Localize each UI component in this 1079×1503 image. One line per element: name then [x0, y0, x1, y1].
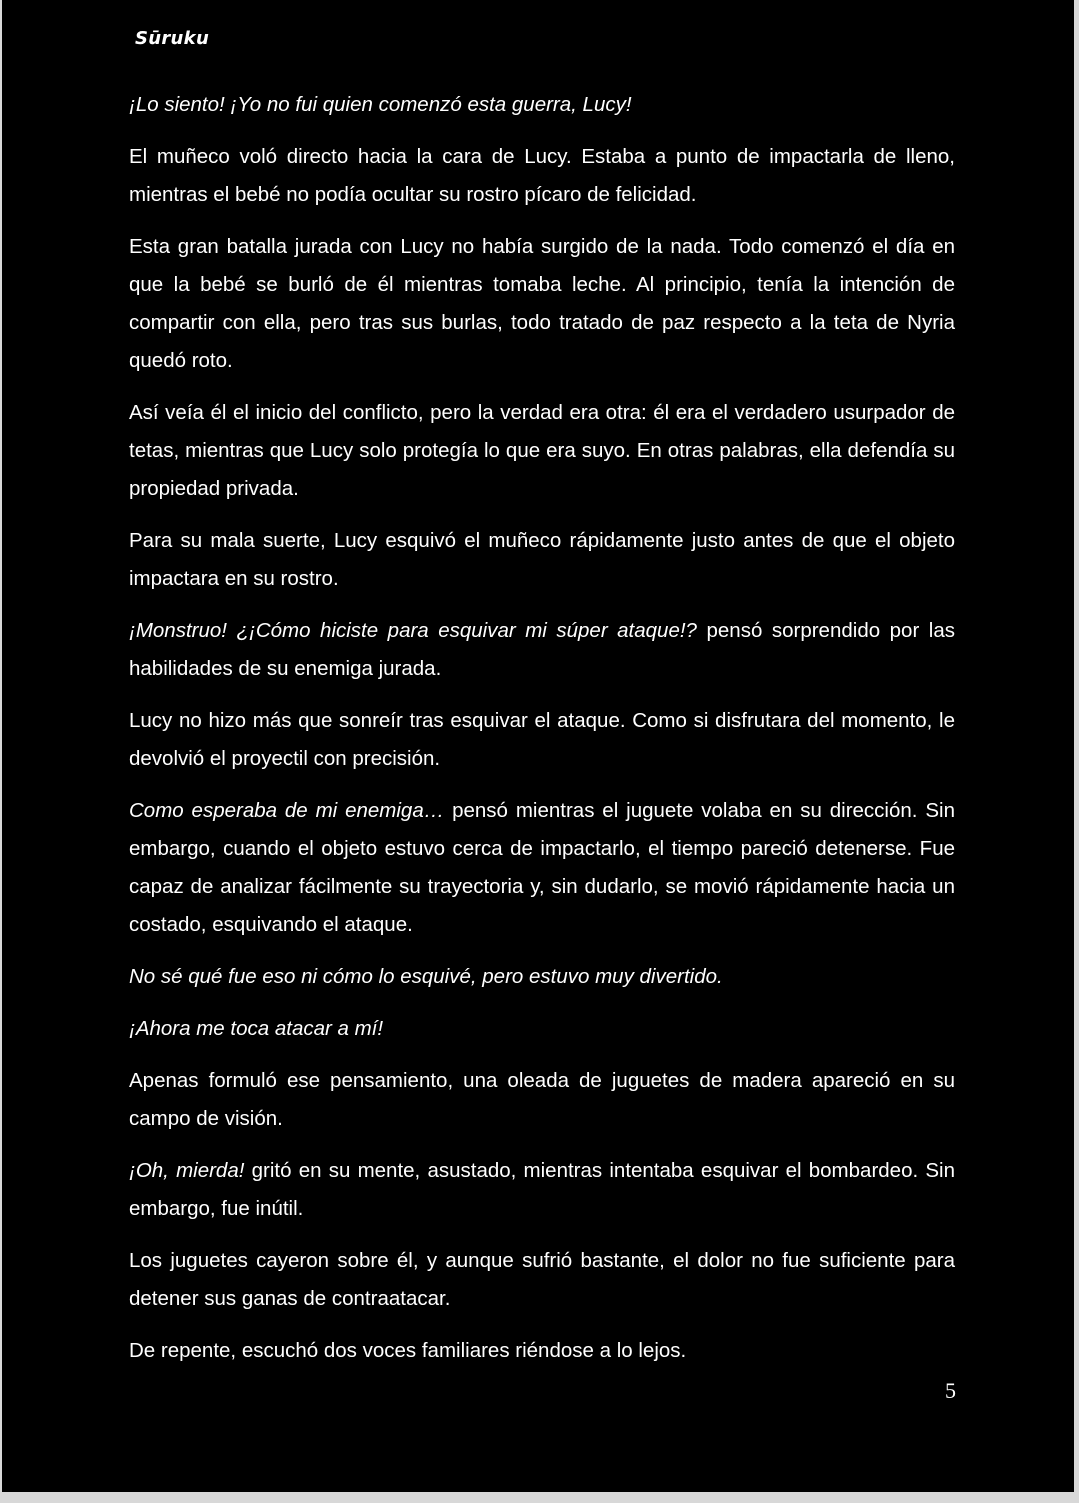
running-header: Sūruku [135, 28, 210, 49]
text-segment: Para su mala suerte, Lucy esquivó el muñeco rápidamente justo antes de que el objeto impactara en su rostro. [129, 529, 955, 590]
text-segment: gritó en su mente, asustado, mientras intentaba esquivar el bombardeo. Sin embargo, fue inútil. [129, 1159, 955, 1220]
paragraph [129, 792, 955, 944]
paragraph [129, 612, 955, 688]
paragraph [129, 86, 955, 124]
italic-text: ¡Ahora me toca atacar a mí! [129, 1017, 384, 1040]
italic-text: No sé qué fue eso ni cómo lo esquivé, pero estuvo muy divertido. [129, 965, 723, 988]
italic-text: ¡Monstruo! ¿¡Cómo hiciste para esquivar mi súper ataque!? [129, 619, 697, 642]
text-segment: Los juguetes cayeron sobre él, y aunque sufrió bastante, el dolor no fue suficiente para detener sus ganas de contraatacar. [129, 1249, 955, 1310]
document-page [2, 0, 1074, 1492]
paragraph [129, 138, 955, 214]
paragraph [129, 228, 955, 380]
paragraph [129, 394, 955, 508]
text-segment: pensó sorprendido por las habilidades de su enemiga jurada. [129, 619, 955, 680]
paragraph [129, 1332, 955, 1370]
paragraph [129, 1010, 955, 1048]
paragraph [129, 958, 955, 996]
paragraph [129, 522, 955, 598]
paragraph [129, 1152, 955, 1228]
paragraph [129, 1242, 955, 1318]
body-text [129, 86, 955, 1370]
text-segment: El muñeco voló directo hacia la cara de Lucy. Estaba a punto de impactarla de lleno, mientras el bebé no podía ocultar su rostro pícaro de felicidad. [129, 145, 955, 206]
text-segment: Así veía él el inicio del conflicto, pero la verdad era otra: él era el verdadero usurpador de tetas, mientras que Lucy solo protegía lo que era suyo. En otras palabras, ella defendía su propiedad privada. [129, 401, 955, 500]
text-segment: Esta gran batalla jurada con Lucy no había surgido de la nada. Todo comenzó el día en que la bebé se burló de él mientras tomaba leche. Al principio, tenía la intención de compartir con ella, pero tras sus burlas, todo tratado de paz respecto a la teta de Nyria quedó roto. [129, 235, 955, 372]
paragraph [129, 702, 955, 778]
paragraph [129, 1062, 955, 1138]
text-segment: Lucy no hizo más que sonreír tras esquivar el ataque. Como si disfrutara del momento, le devolvió el proyectil con precisión. [129, 709, 955, 770]
italic-text: ¡Lo siento! ¡Yo no fui quien comenzó esta guerra, Lucy! [129, 93, 632, 116]
page-number: 5 [945, 1378, 956, 1403]
text-segment: Apenas formuló ese pensamiento, una oleada de juguetes de madera apareció en su campo de visión. [129, 1069, 955, 1130]
text-segment: De repente, escuchó dos voces familiares riéndose a lo lejos. [129, 1339, 687, 1362]
italic-text: Como esperaba de mi enemiga… [129, 799, 445, 822]
text-segment: pensó mientras el juguete volaba en su dirección. Sin embargo, cuando el objeto estuvo cerca de impactarlo, el tiempo pareció detenerse. Fue capaz de analizar fácilmente su trayectoria y, sin dudarlo, se movió rápidamente hacia un costado, esquivando el ataque. [129, 799, 955, 936]
italic-text: ¡Oh, mierda! [129, 1159, 245, 1182]
